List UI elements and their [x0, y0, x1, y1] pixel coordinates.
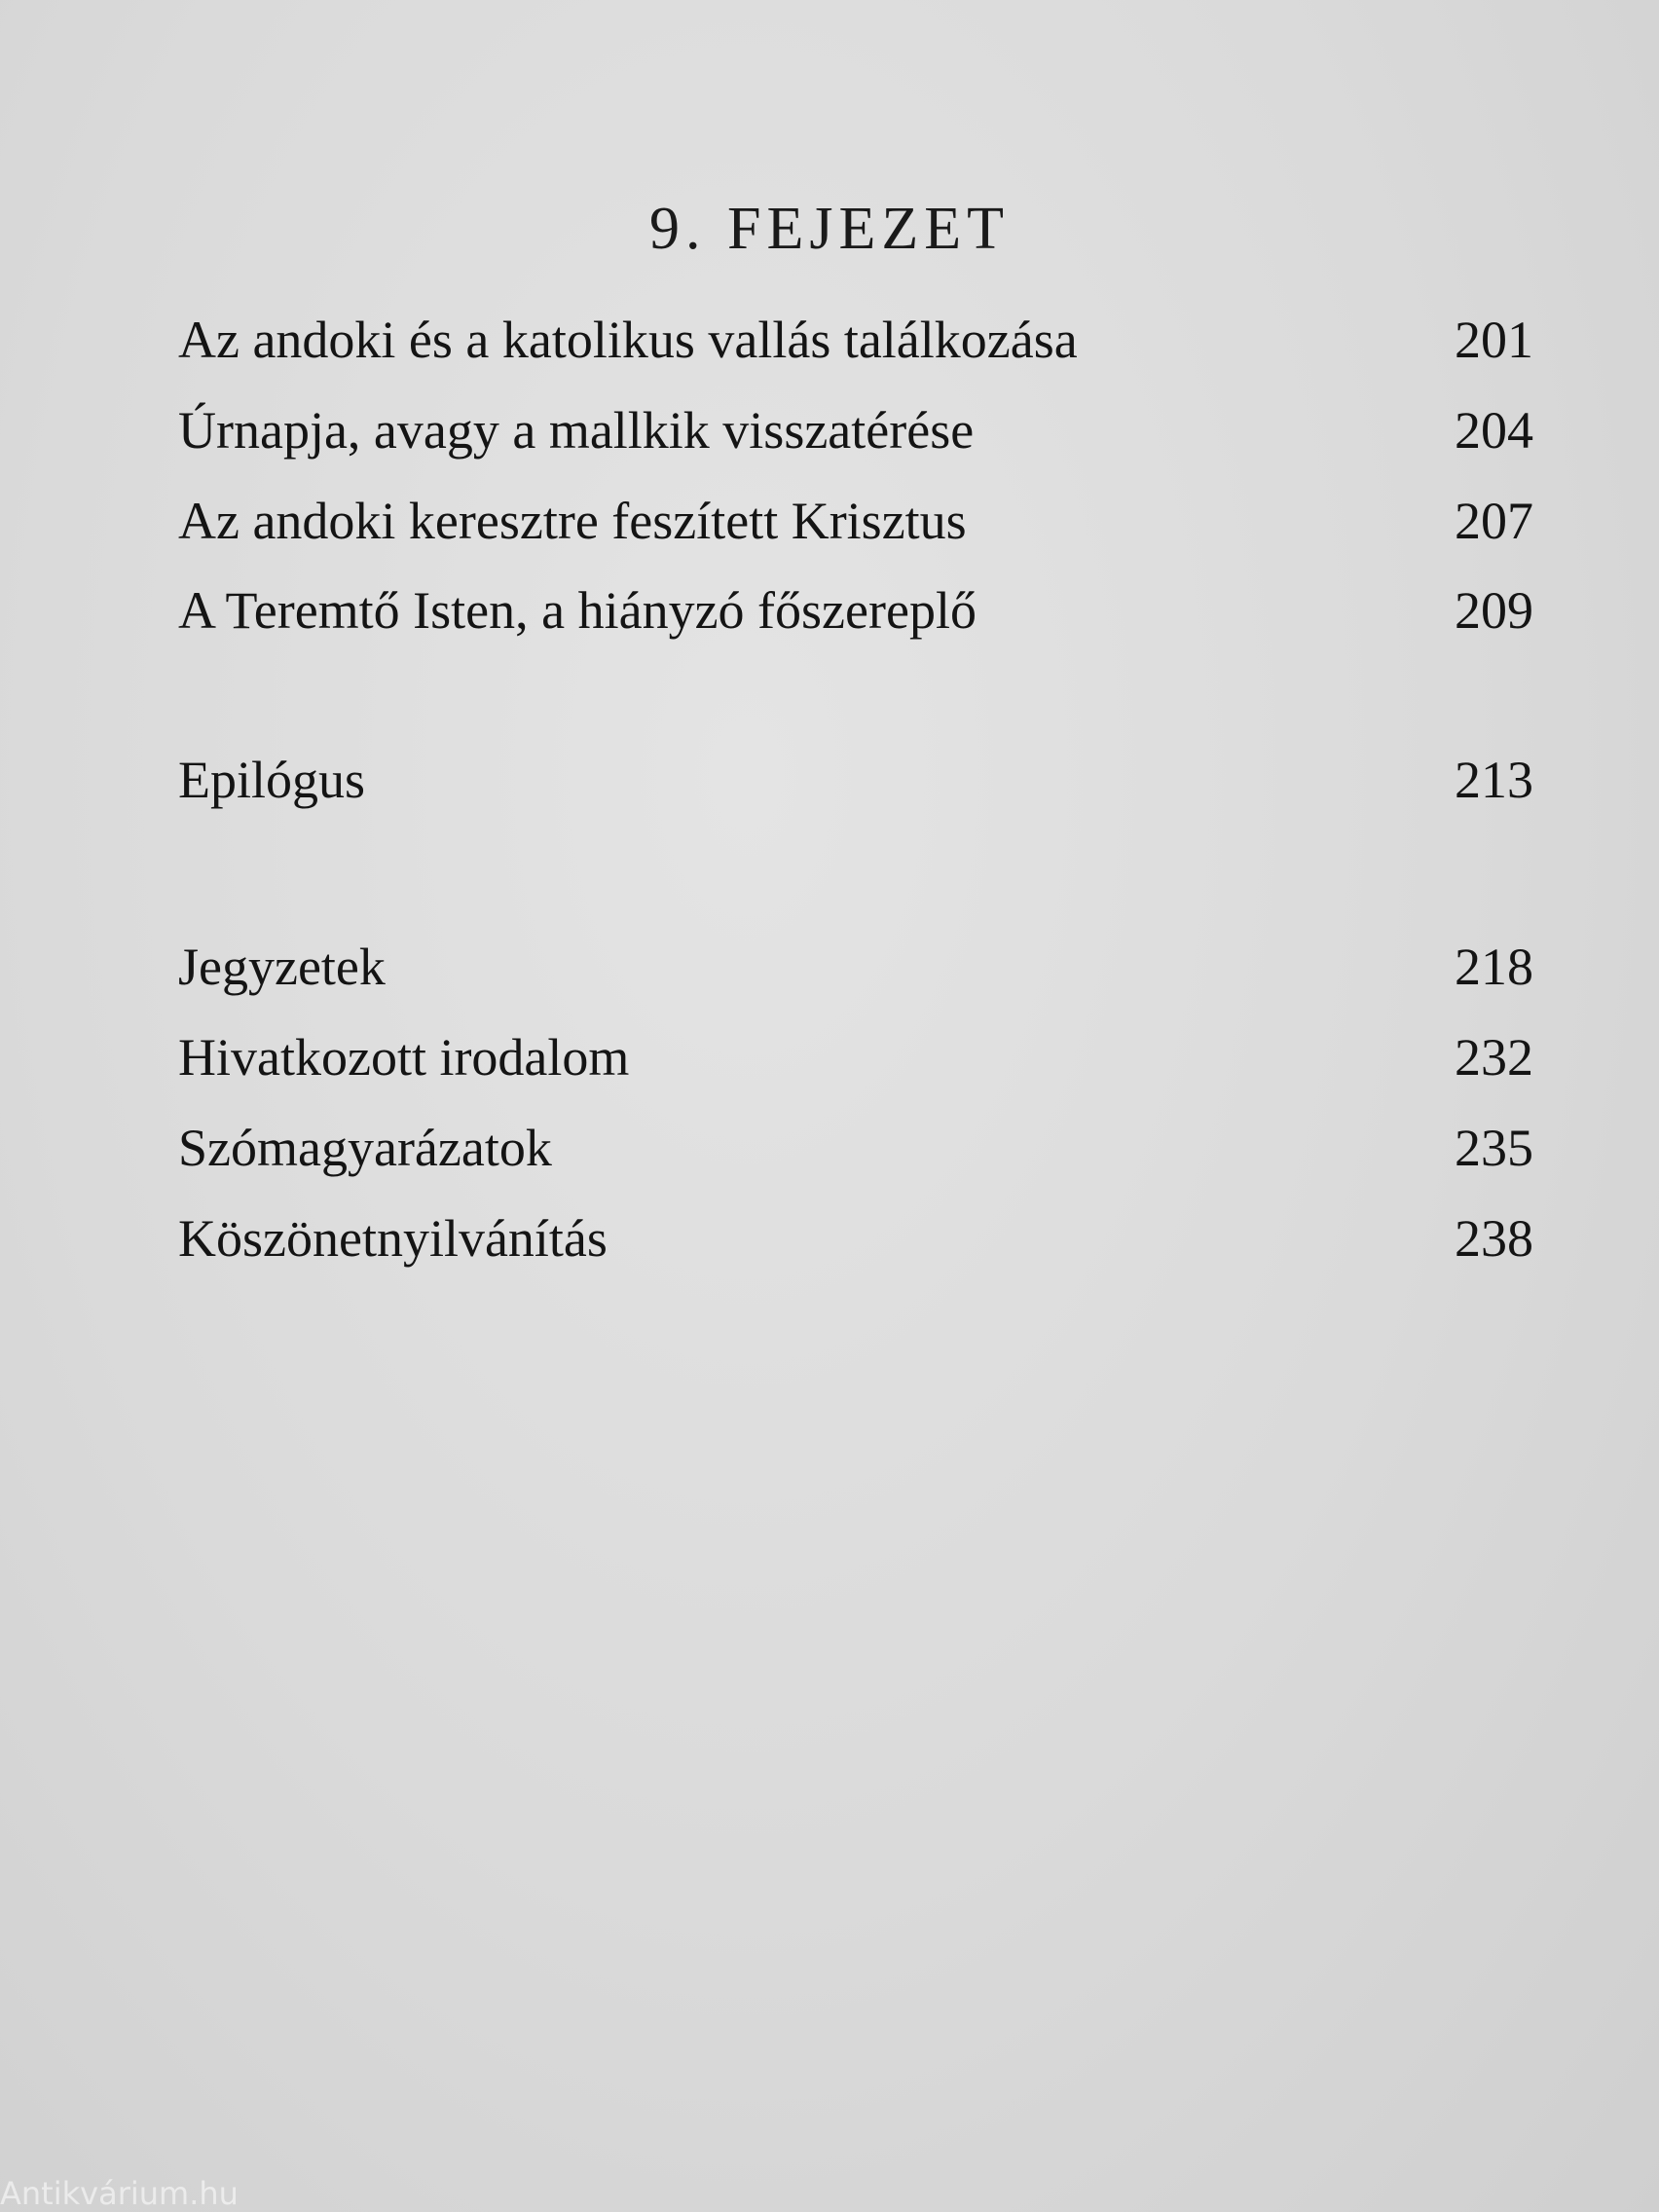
toc-entry-page-number: 218 [1455, 938, 1533, 996]
toc-entry-page-number: 204 [1455, 401, 1533, 460]
toc-entry-title: Szómagyarázatok [178, 1119, 552, 1177]
toc-entry [178, 750, 1533, 818]
toc-entry [178, 937, 1533, 1005]
toc-entry [178, 1027, 1533, 1095]
toc-entry-page-number: 232 [1455, 1028, 1533, 1087]
toc-entry-page-number: 238 [1455, 1209, 1533, 1268]
toc-entry [178, 491, 1533, 559]
toc-entry-title: A Teremtő Isten, a hiányzó főszereplő [178, 581, 977, 640]
toc-entry-page-number: 209 [1455, 581, 1533, 640]
toc-entry-title: Az andoki és a katolikus vallás találkozása [178, 311, 1078, 369]
toc-entry-title: Jegyzetek [178, 938, 386, 996]
toc-entry-page-number: 213 [1455, 751, 1533, 809]
toc-entry-title: Köszönetnyilvánítás [178, 1209, 608, 1268]
toc-entry [178, 1118, 1533, 1186]
toc-entry-title: Epilógus [178, 751, 366, 809]
toc-entry-page-number: 235 [1455, 1119, 1533, 1177]
toc-entry-title: Hivatkozott irodalom [178, 1028, 630, 1087]
toc-entry [178, 310, 1533, 378]
toc-entry [178, 580, 1533, 648]
toc-entry [178, 1208, 1533, 1276]
chapter-heading: 9. FEJEZET [649, 196, 1010, 262]
toc-entry [178, 400, 1533, 468]
toc-entry-page-number: 207 [1455, 492, 1533, 550]
table-of-contents [178, 0, 1533, 2212]
watermark: Antikvárium.hu [0, 2175, 239, 2212]
toc-entry-title: Úrnapja, avagy a mallkik visszatérése [178, 401, 975, 460]
toc-entry-title: Az andoki keresztre feszített Krisztus [178, 492, 967, 550]
toc-entry-page-number: 201 [1455, 311, 1533, 369]
